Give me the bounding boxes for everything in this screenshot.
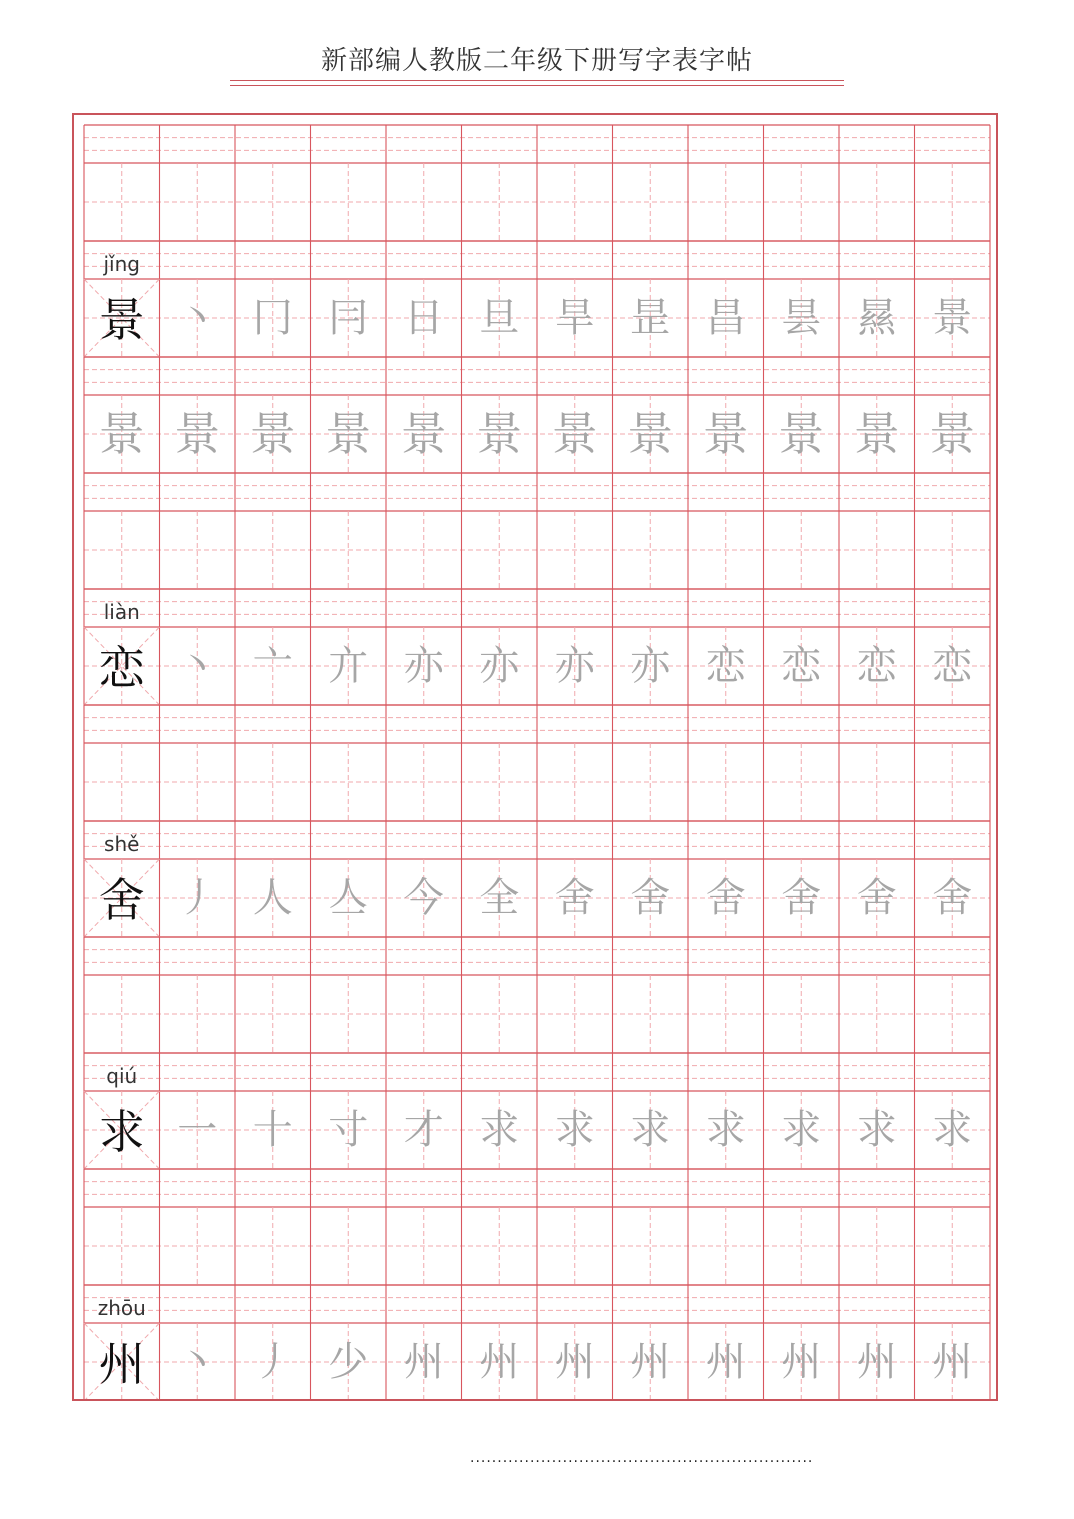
stroke-step-character: 亦: [630, 643, 671, 689]
stroke-step-character: 州: [856, 1339, 897, 1385]
pinyin-label: zhōu: [97, 1296, 146, 1320]
model-character: 州: [98, 1337, 145, 1391]
stroke-step-character: 恋: [705, 643, 746, 689]
trace-character: 景: [551, 407, 598, 461]
stroke-step-character: 才: [403, 1107, 444, 1153]
title-underline-bottom: [230, 85, 844, 86]
trace-character: 景: [627, 407, 674, 461]
stroke-step-character: 冂: [252, 295, 293, 341]
stroke-step-character: 恋: [932, 643, 973, 689]
stroke-step-character: 舍: [856, 875, 897, 921]
stroke-step-character: 州: [705, 1339, 746, 1385]
stroke-step-character: 丶: [177, 1339, 218, 1385]
stroke-step-character: 舍: [705, 875, 746, 921]
pinyin-label: qiú: [106, 1064, 138, 1088]
stroke-step-character: 亣: [328, 643, 369, 689]
stroke-step-character: 丿: [252, 1339, 293, 1385]
stroke-step-character: 求: [554, 1107, 595, 1153]
stroke-step-character: 昰: [630, 295, 671, 341]
pinyin-label: shě: [104, 832, 140, 856]
model-character: 舍: [98, 873, 145, 927]
stroke-step-character: 亦: [554, 643, 595, 689]
trace-character: 景: [778, 407, 825, 461]
stroke-step-character: 丶: [177, 295, 218, 341]
stroke-step-character: 昌: [705, 295, 746, 341]
stroke-step-character: 舍: [932, 875, 973, 921]
stroke-step-character: 求: [856, 1107, 897, 1153]
stroke-step-character: 旱: [554, 295, 595, 341]
stroke-step-character: 州: [781, 1339, 822, 1385]
title-underline-top: [230, 80, 844, 81]
stroke-step-character: 求: [479, 1107, 520, 1153]
stroke-step-character: 舍: [781, 875, 822, 921]
stroke-step-character: 州: [932, 1339, 973, 1385]
stroke-step-character: 亦: [479, 643, 520, 689]
stroke-step-character: 冃: [328, 295, 369, 341]
stroke-step-character: 亠: [252, 643, 293, 689]
stroke-step-character: 丿: [177, 875, 218, 921]
stroke-step-character: 求: [781, 1107, 822, 1153]
stroke-step-character: 恋: [856, 643, 897, 689]
trace-character: 景: [476, 407, 523, 461]
trace-character: 景: [929, 407, 976, 461]
stroke-step-character: 州: [479, 1339, 520, 1385]
stroke-step-character: 亼: [328, 875, 369, 921]
stroke-step-character: 人: [252, 875, 293, 921]
trace-character: 景: [325, 407, 372, 461]
stroke-step-character: 旦: [479, 295, 520, 341]
trace-character: 景: [249, 407, 296, 461]
stroke-step-character: 一: [177, 1107, 218, 1153]
stroke-step-character: 恋: [781, 643, 822, 689]
stroke-step-character: 求: [932, 1107, 973, 1153]
trace-character: 景: [174, 407, 221, 461]
footer-dots: ·······························································: [470, 1454, 814, 1470]
pinyin-label: jǐng: [103, 252, 140, 276]
stroke-step-character: 日: [403, 295, 444, 341]
stroke-step-character: 丶: [177, 643, 218, 689]
stroke-step-character: 州: [403, 1339, 444, 1385]
pinyin-label: liàn: [103, 600, 140, 624]
stroke-step-character: 州: [554, 1339, 595, 1385]
stroke-step-character: 全: [479, 875, 520, 921]
stroke-step-character: 㬎: [856, 295, 897, 341]
stroke-step-character: 十: [252, 1107, 293, 1153]
model-character: 恋: [98, 641, 145, 695]
model-character: 景: [98, 293, 145, 347]
trace-character: 景: [853, 407, 900, 461]
stroke-step-character: 今: [403, 875, 444, 921]
stroke-step-character: 求: [705, 1107, 746, 1153]
trace-character: 景: [702, 407, 749, 461]
stroke-step-character: 舍: [630, 875, 671, 921]
practice-sheet: [72, 113, 998, 1401]
trace-character: 景: [98, 407, 145, 461]
stroke-step-character: 寸: [328, 1107, 369, 1153]
model-character: 求: [98, 1105, 145, 1159]
trace-character: 景: [400, 407, 447, 461]
stroke-step-character: 景: [932, 295, 973, 341]
stroke-step-character: 昙: [781, 295, 822, 341]
stroke-step-character: 州: [630, 1339, 671, 1385]
stroke-step-character: 求: [630, 1107, 671, 1153]
stroke-step-character: 亦: [403, 643, 444, 689]
practice-grid: [74, 115, 996, 1399]
stroke-step-character: 舍: [554, 875, 595, 921]
stroke-step-character: 少: [328, 1339, 369, 1385]
page-title: 新部编人教版二年级下册写字表字帖: [320, 46, 753, 76]
